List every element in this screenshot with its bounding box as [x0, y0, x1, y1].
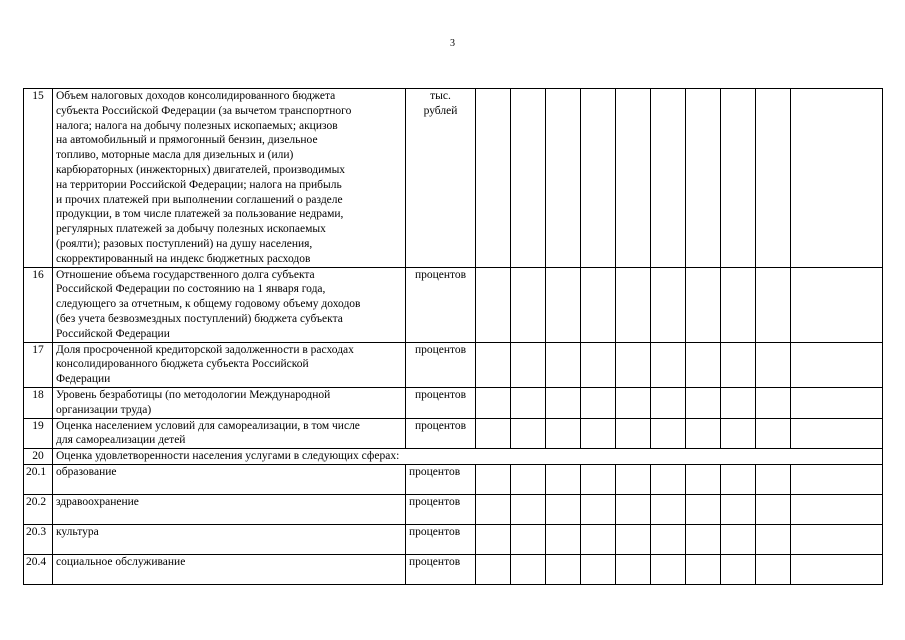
value-cell [756, 342, 791, 387]
value-cell [511, 387, 546, 418]
value-cell [791, 89, 883, 268]
indicator-name: Уровень безработицы (по методологии Международной организации труда) [53, 387, 406, 418]
value-cell [721, 387, 756, 418]
row-number: 16 [24, 267, 53, 342]
value-cell [756, 464, 791, 494]
value-cell [616, 494, 651, 524]
value-cell [686, 387, 721, 418]
value-cell [616, 267, 651, 342]
value-cell [616, 89, 651, 268]
value-cell [651, 267, 686, 342]
unit-cell: процентов [406, 464, 476, 494]
value-cell [651, 89, 686, 268]
unit-cell: процентов [406, 418, 476, 449]
value-cell [791, 554, 883, 584]
unit-cell: процентов [406, 342, 476, 387]
value-cell [721, 89, 756, 268]
value-cell [546, 89, 581, 268]
value-cell [686, 554, 721, 584]
value-cell [616, 387, 651, 418]
table-row [24, 418, 883, 449]
value-cell [511, 494, 546, 524]
value-cell [546, 342, 581, 387]
section-row [24, 449, 883, 465]
indicator-name: здравоохранение [53, 494, 406, 524]
value-cell [686, 89, 721, 268]
value-cell [511, 267, 546, 342]
value-cell [721, 418, 756, 449]
table-row [24, 387, 883, 418]
value-cell [546, 554, 581, 584]
value-cell [686, 418, 721, 449]
table-row [24, 524, 883, 554]
value-cell [756, 387, 791, 418]
value-cell [546, 494, 581, 524]
table-row [24, 267, 883, 342]
value-cell [756, 89, 791, 268]
value-cell [476, 342, 511, 387]
value-cell [616, 524, 651, 554]
value-cell [581, 418, 616, 449]
value-cell [546, 418, 581, 449]
value-cell [651, 418, 686, 449]
table-row [24, 342, 883, 387]
indicator-name: Отношение объема государственного долга субъекта Российской Федерации по состоянию на 1 января года, следующего за отчетным, к общему годовому объему доходов (без учета безвозмездных поступлений) бюджета субъекта Российской Федерации [53, 267, 406, 342]
value-cell [651, 464, 686, 494]
value-cell [791, 267, 883, 342]
value-cell [511, 89, 546, 268]
value-cell [476, 267, 511, 342]
value-cell [651, 342, 686, 387]
value-cell [616, 554, 651, 584]
table-row [24, 554, 883, 584]
value-cell [476, 387, 511, 418]
value-cell [721, 524, 756, 554]
indicator-name: Доля просроченной кредиторской задолженности в расходах консолидированного бюджета субъекта Российской Федерации [53, 342, 406, 387]
value-cell [616, 464, 651, 494]
value-cell [546, 387, 581, 418]
indicator-name: Оценка населением условий для самореализации, в том числе для самореализации детей [53, 418, 406, 449]
value-cell [546, 524, 581, 554]
table-row [24, 494, 883, 524]
row-number: 20.2 [24, 494, 53, 524]
value-cell [686, 464, 721, 494]
value-cell [791, 494, 883, 524]
value-cell [651, 524, 686, 554]
value-cell [581, 464, 616, 494]
value-cell [476, 524, 511, 554]
value-cell [756, 554, 791, 584]
value-cell [581, 387, 616, 418]
unit-cell: процентов [406, 554, 476, 584]
value-cell [511, 554, 546, 584]
row-number: 20.3 [24, 524, 53, 554]
value-cell [511, 524, 546, 554]
value-cell [791, 342, 883, 387]
indicator-name: Объем налоговых доходов консолидированного бюджета субъекта Российской Федерации (за вычетом транспортного налога; налога на добычу полезных ископаемых; акцизов на автомобильный и прямогонный бензин, дизельное топливо, моторные масла для дизельных и (или) карбюраторных (инжекторных) двигателей, производимых на территории Российской Федерации; налога на прибыль и прочих платежей при выполнении соглашений о разделе продукции, в том числе платежей за пользование недрами, регулярных платежей за добычу полезных ископаемых (роялти); разовых поступлений) на душу населения, скорректированный на индекс бюджетных расходов [53, 89, 406, 268]
value-cell [581, 342, 616, 387]
indicator-name: социальное обслуживание [53, 554, 406, 584]
value-cell [581, 494, 616, 524]
table-row [24, 89, 883, 268]
value-cell [756, 418, 791, 449]
unit-cell: процентов [406, 494, 476, 524]
value-cell [651, 554, 686, 584]
value-cell [581, 89, 616, 268]
unit-cell: тыс. рублей [406, 89, 476, 268]
page-number: 3 [450, 38, 455, 49]
unit-cell: процентов [406, 267, 476, 342]
value-cell [756, 524, 791, 554]
value-cell [546, 464, 581, 494]
value-cell [511, 342, 546, 387]
value-cell [686, 524, 721, 554]
value-cell [721, 494, 756, 524]
unit-cell: процентов [406, 387, 476, 418]
section-title: Оценка удовлетворенности населения услугами в следующих сферах: [53, 449, 883, 465]
value-cell [581, 554, 616, 584]
value-cell [791, 387, 883, 418]
value-cell [721, 554, 756, 584]
value-cell [616, 418, 651, 449]
value-cell [756, 267, 791, 342]
row-number: 20.4 [24, 554, 53, 584]
value-cell [476, 464, 511, 494]
value-cell [476, 418, 511, 449]
value-cell [721, 342, 756, 387]
unit-cell: процентов [406, 524, 476, 554]
table-row [24, 464, 883, 494]
value-cell [581, 524, 616, 554]
value-cell [511, 418, 546, 449]
value-cell [686, 267, 721, 342]
value-cell [791, 418, 883, 449]
value-cell [791, 524, 883, 554]
value-cell [686, 494, 721, 524]
row-number: 20.1 [24, 464, 53, 494]
value-cell [721, 464, 756, 494]
value-cell [476, 89, 511, 268]
value-cell [546, 267, 581, 342]
value-cell [476, 554, 511, 584]
indicators-table [23, 88, 883, 585]
value-cell [511, 464, 546, 494]
value-cell [721, 267, 756, 342]
value-cell [581, 267, 616, 342]
value-cell [756, 494, 791, 524]
value-cell [476, 494, 511, 524]
indicator-name: культура [53, 524, 406, 554]
row-number: 15 [24, 89, 53, 268]
row-number: 17 [24, 342, 53, 387]
value-cell [791, 464, 883, 494]
value-cell [651, 494, 686, 524]
row-number: 19 [24, 418, 53, 449]
value-cell [616, 342, 651, 387]
row-number: 18 [24, 387, 53, 418]
value-cell [651, 387, 686, 418]
row-number: 20 [24, 449, 53, 465]
indicator-name: образование [53, 464, 406, 494]
value-cell [686, 342, 721, 387]
